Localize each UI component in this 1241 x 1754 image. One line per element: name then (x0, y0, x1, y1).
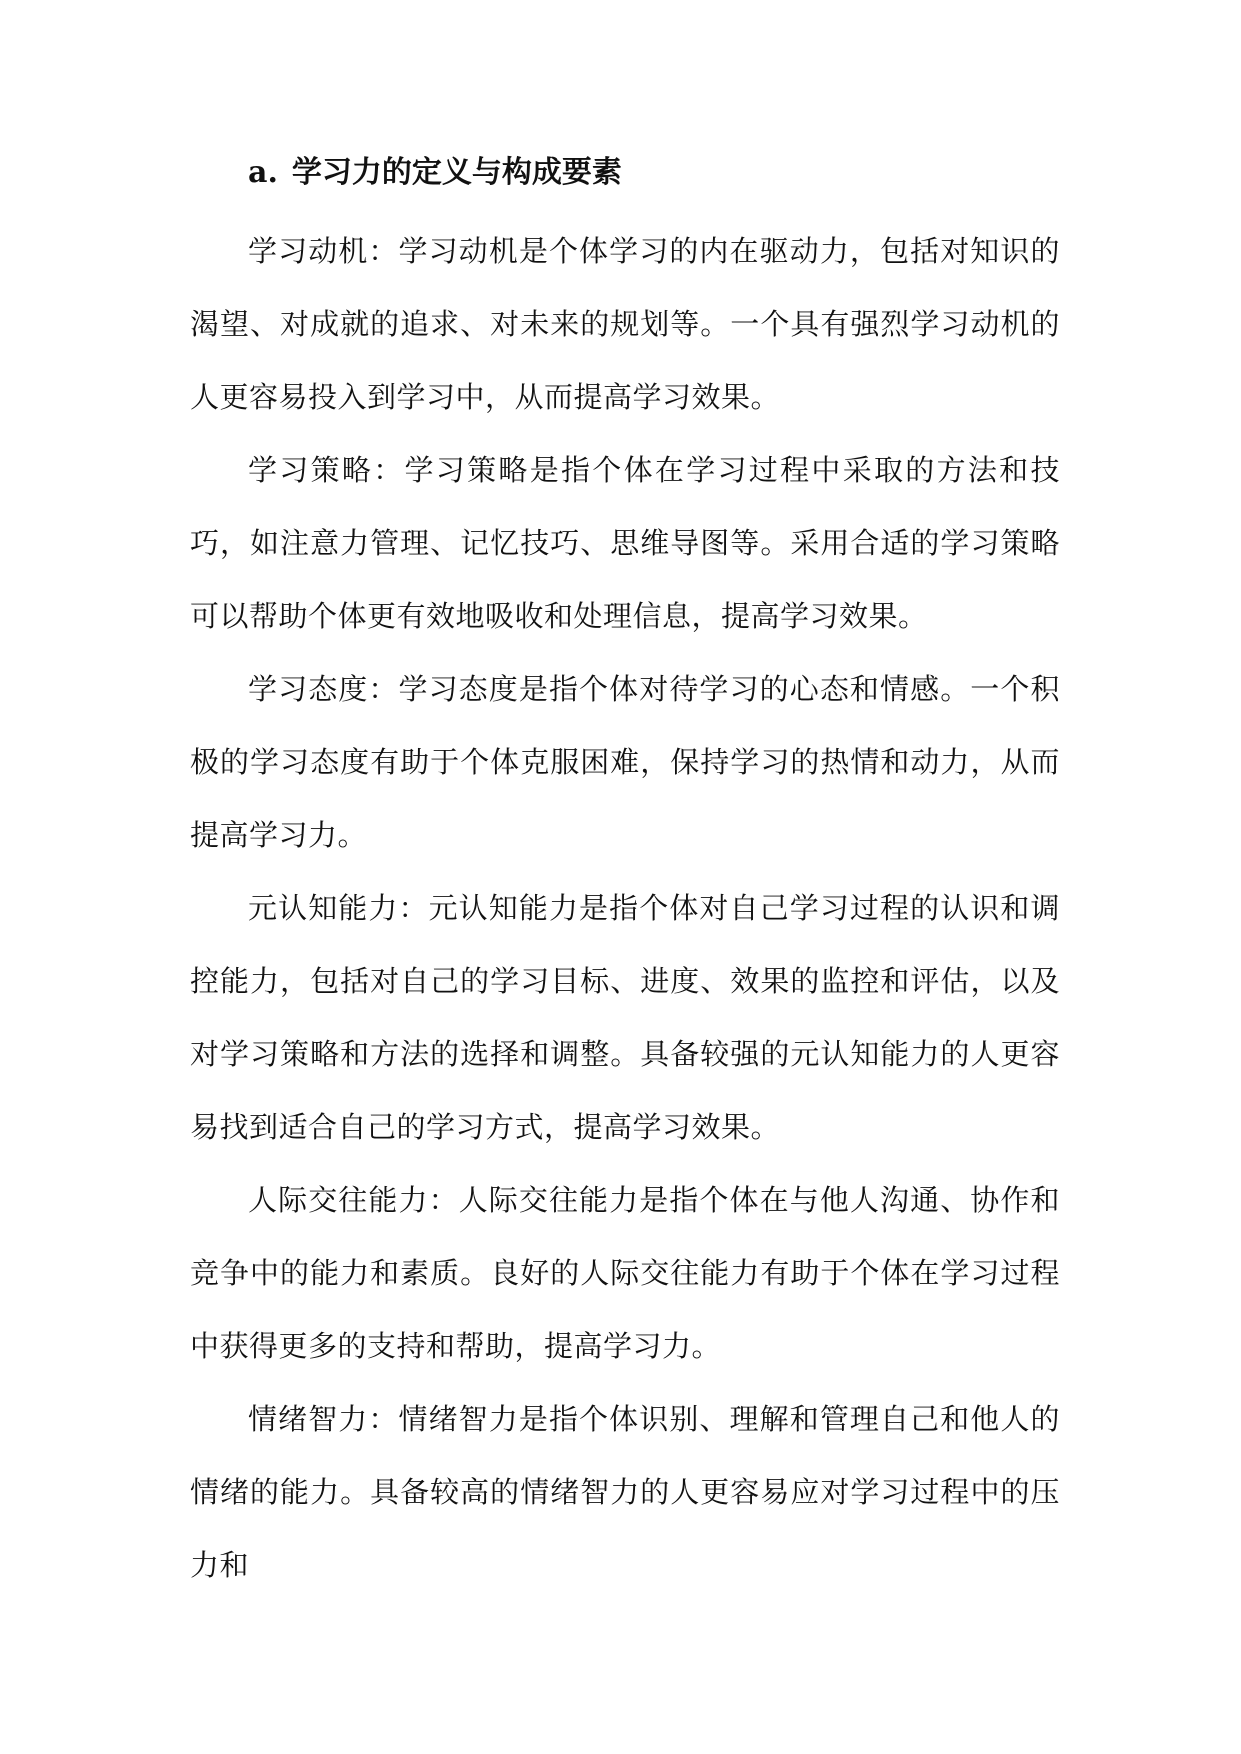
paragraph-emotional-intelligence: 情绪智力：情绪智力是指个体识别、理解和管理自己和他人的情绪的能力。具备较高的情绪智力的人更容易应对学习过程中的压力和 (190, 1402, 1060, 1582)
paragraph-learning-strategy: 学习策略：学习策略是指个体在学习过程中采取的方法和技巧，如注意力管理、记忆技巧、思维导图等。采用合适的学习策略可以帮助个体更有效地吸收和处理信息，提高学习效果。 (190, 453, 1060, 633)
section-heading (190, 140, 1060, 205)
document-body (190, 140, 1060, 1602)
paragraph-learning-motivation: 学习动机：学习动机是个体学习的内在驱动力，包括对知识的渴望、对成就的追求、对未来的规划等。一个具有强烈学习动机的人更容易投入到学习中，从而提高学习效果。 (190, 234, 1060, 414)
paragraph-learning-attitude: 学习态度：学习态度是指个体对待学习的心态和情感。一个积极的学习态度有助于个体克服困难，保持学习的热情和动力，从而提高学习力。 (190, 672, 1060, 852)
paragraph-interpersonal-skills: 人际交往能力：人际交往能力是指个体在与他人沟通、协作和竞争中的能力和素质。良好的人际交往能力有助于个体在学习过程中获得更多的支持和帮助，提高学习力。 (190, 1183, 1060, 1363)
section-title: 学习力的定义与构成要素 (291, 155, 622, 190)
paragraph-metacognition: 元认知能力：元认知能力是指个体对自己学习过程的认识和调控能力，包括对自己的学习目标、进度、效果的监控和评估，以及对学习策略和方法的选择和调整。具备较强的元认知能力的人更容易找到适合自己的学习方式，提高学习效果。 (190, 891, 1060, 1144)
section-marker: a. (248, 155, 278, 190)
